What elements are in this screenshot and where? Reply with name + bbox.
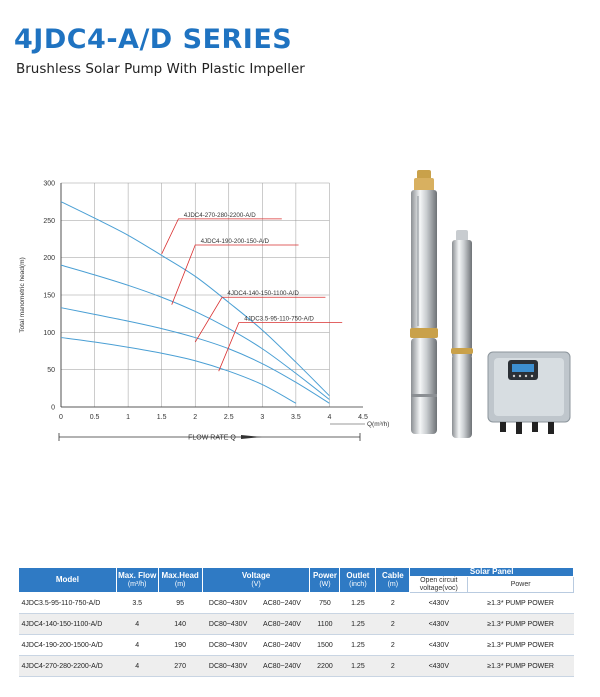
pump-small-image [444,230,480,442]
cell-voltage-ac: AC80~240V [254,635,310,656]
col-max-head-header: Max.Head (m) [158,568,202,593]
cell-power: 1100 [310,614,340,635]
cell-voc: <430V [410,614,468,635]
cell-model: 4JDC4-190-200-1500-A/D [19,635,117,656]
cell-max-head: 140 [158,614,202,635]
cell-voltage-dc: DC80~430V [202,593,254,614]
cell-panel-power: ≥1.3* PUMP POWER [468,656,574,677]
cell-outlet: 1.25 [340,593,376,614]
x-tick-label: 4.5 [358,414,368,421]
cell-max-head: 95 [158,593,202,614]
y-tick-label: 100 [43,329,55,337]
col-solar-panel-header: Solar Panel [410,568,574,577]
cell-model: 4JDC3.5-95-110-750-A/D [19,593,117,614]
x-axis-unit: Q(m³/h) [367,421,390,428]
y-tick-label: 150 [43,292,55,300]
x-tick-label: 2.5 [223,414,234,421]
cell-outlet: 1.25 [340,614,376,635]
series-subtitle: Brushless Solar Pump With Plastic Impeller [16,61,305,77]
performance-chart [0,170,400,450]
chart-callouts [162,212,343,371]
col-power-header: Power (W) [310,568,340,593]
cell-voc: <430V [410,593,468,614]
col-outlet-header: Outlet (inch) [340,568,376,593]
callout-leader [162,219,282,254]
y-tick-label: 0 [51,404,55,412]
cell-voc: <430V [410,656,468,677]
col-panel-power-header: Power [468,577,574,593]
cell-voltage-ac: AC80~240V [254,614,310,635]
cell-power: 2200 [310,656,340,677]
y-tick-label: 50 [47,367,55,375]
y-tick-label: 250 [43,217,55,225]
cell-panel-power: ≥1.3* PUMP POWER [468,614,574,635]
pump-large-image [404,166,444,442]
series-label: 4JDC4-140-150-1100-A/D [227,290,299,298]
cell-panel-power: ≥1.3* PUMP POWER [468,593,574,614]
cell-power: 750 [310,593,340,614]
cell-max-head: 270 [158,656,202,677]
series-label: 4JDC4-190-200-150-A/D [200,237,270,245]
y-tick-label: 200 [43,255,55,263]
x-tick-label: 0 [59,414,63,421]
x-tick-label: 0.5 [89,414,100,421]
cell-model: 4JDC4-270-280-2200-A/D [19,656,117,677]
cell-model: 4JDC4-140-150-1100-A/D [19,614,117,635]
cell-voltage-ac: AC80~240V [254,593,310,614]
spec-table [18,567,574,677]
x-axis-label: FLOW RATE Q [188,434,236,442]
x-tick-label: 3 [260,414,265,421]
table-row [19,614,574,635]
y-tick-label: 300 [43,180,55,188]
cell-panel-power: ≥1.3* PUMP POWER [468,635,574,656]
cell-voc: <430V [410,635,468,656]
cell-outlet: 1.25 [340,635,376,656]
table-row [19,593,574,614]
series-label: 4JDC3.5-95-110-750-A/D [244,315,314,323]
series-label: 4JDC4-270-280-2200-A/D [183,211,256,219]
cell-voltage-dc: DC80~430V [202,614,254,635]
cell-cable: 2 [376,614,410,635]
table-header-row [19,568,574,577]
controller-image [484,350,574,440]
x-tick-label: 1 [126,414,131,421]
cell-max-flow: 4 [116,614,158,635]
col-model-header: Model [19,568,117,593]
x-tick-label: 1.5 [156,414,167,421]
table-row [19,656,574,677]
cell-power: 1500 [310,635,340,656]
cell-cable: 2 [376,635,410,656]
x-tick-label: 2 [193,414,198,421]
col-max-flow-header: Max. Flow (m³/h) [116,568,158,593]
cell-voltage-ac: AC80~240V [254,656,310,677]
cell-cable: 2 [376,656,410,677]
cell-voltage-dc: DC80~430V [202,635,254,656]
x-tick-label: 4 [327,414,332,421]
cell-max-flow: 4 [116,635,158,656]
x-tick-label: 3.5 [291,414,301,421]
col-cable-header: Cable (m) [376,568,410,593]
cell-voltage-dc: DC80~430V [202,656,254,677]
col-voc-header: Open circuit voltage(voc) [410,577,468,593]
y-axis-label: Total manometric head(m) [19,257,26,333]
table-row [19,635,574,656]
col-voltage-header: Voltage (V) [202,568,310,593]
cell-max-flow: 4 [116,656,158,677]
cell-max-head: 190 [158,635,202,656]
cell-cable: 2 [376,593,410,614]
cell-max-flow: 3.5 [116,593,158,614]
cell-outlet: 1.25 [340,656,376,677]
series-title: 4JDC4-A/D SERIES [14,24,293,55]
